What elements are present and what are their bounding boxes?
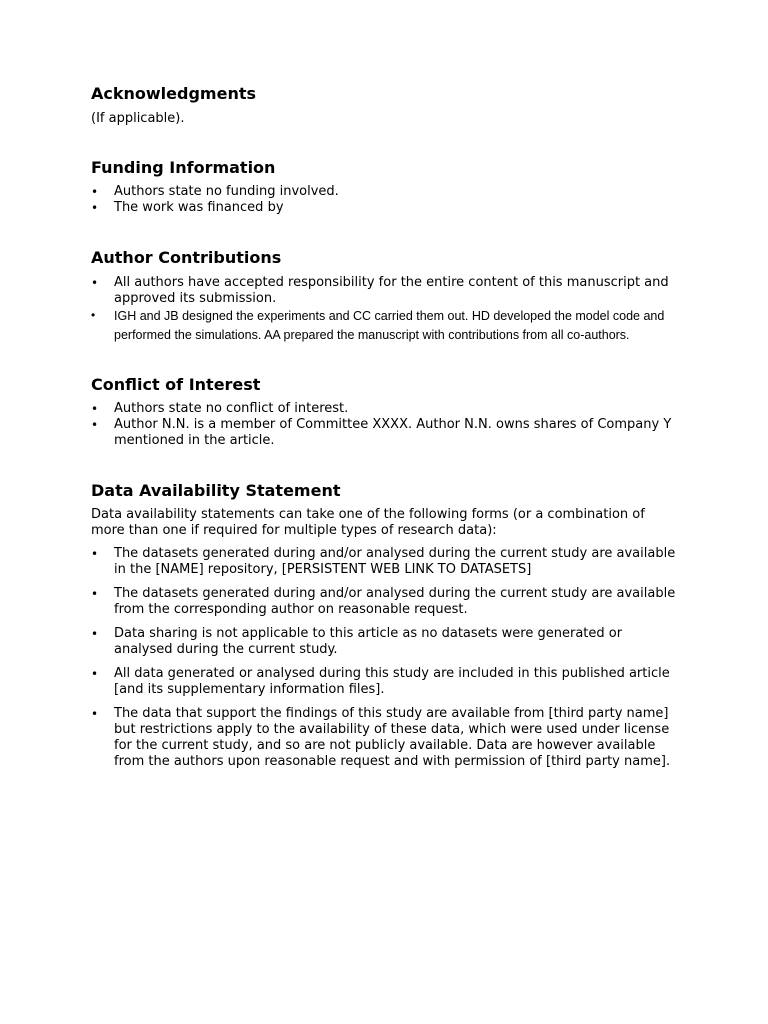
contributions-list [91, 275, 681, 345]
list-item: • The datasets generated during and/or analysed during the current study are available from the corresponding author on reasonable request. [91, 586, 681, 618]
document-page [91, 84, 681, 778]
list-item: • The datasets generated during and/or analysed during the current study are available in the [NAME] repository, [PERSISTENT WEB LINK TO DATASETS] [91, 546, 681, 578]
contributions-heading: Author Contributions [91, 248, 282, 267]
list-item: • All authors have accepted responsibility for the entire content of this manuscript and approved its submission. [91, 275, 681, 307]
list-item: • All data generated or analysed during this study are included in this published article [and its supplementary information files]. [91, 666, 681, 698]
list-item: • IGH and JB designed the experiments and CC carried them out. HD developed the model code and performed the simulations. AA prepared the manuscript with contributions from all co-authors. [91, 307, 681, 345]
data-availability-heading: Data Availability Statement [91, 481, 341, 500]
acknowledgments-heading: Acknowledgments [91, 84, 256, 103]
list-item: • The data that support the findings of this study are available from [third party name] but restrictions apply to the availability of these data, which were used under license for the current study, and so are not publicly available. Data are however available from the authors upon reasonable request and with permission of [third party name]. [91, 706, 681, 770]
funding-list [91, 184, 681, 216]
funding-heading: Funding Information [91, 158, 276, 177]
conflict-heading: Conflict of Interest [91, 375, 261, 394]
list-item: • Data sharing is not applicable to this article as no datasets were generated or analysed during the current study. [91, 626, 681, 658]
conflict-list [91, 401, 681, 449]
data-availability-list [91, 546, 681, 770]
list-item: • Authors state no funding involved. [91, 184, 681, 200]
data-availability-intro: Data availability statements can take one of the following forms (or a combination of more than one if required for multiple types of research data): [91, 507, 645, 538]
list-item: • The work was financed by [91, 200, 681, 216]
list-item: • Authors state no conflict of interest. [91, 401, 681, 417]
acknowledgments-text: (If applicable). [91, 111, 185, 126]
list-item: • Author N.N. is a member of Committee XXXX. Author N.N. owns shares of Company Y mentioned in the article. [91, 417, 681, 449]
